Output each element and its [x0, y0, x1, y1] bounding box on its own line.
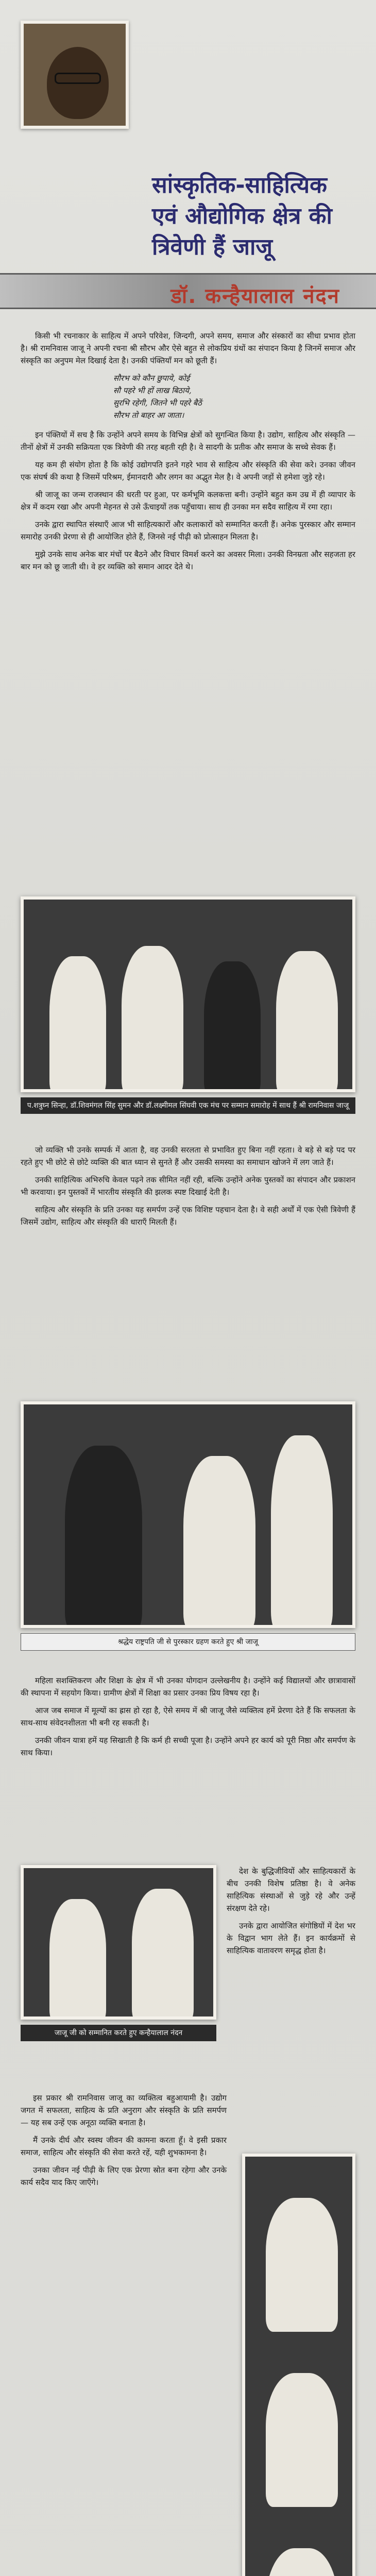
paragraph: आज जब समाज में मूल्यों का ह्रास हो रहा है, ऐसे समय में श्री जाजू जैसे व्यक्तित्व हमें प्रेरणा देते हैं कि सफलता के साथ-साथ संवेदनशीलता भी बनी रह सकती है। [21, 1706, 355, 1727]
final-text [21, 2092, 227, 2194]
portrait-glasses [55, 73, 101, 84]
photo-figure [122, 946, 183, 1092]
photo-figure [49, 1899, 106, 2020]
paragraph: साहित्य और संस्कृति के प्रति उनका यह समर्पण उन्हें एक विशिष्ट पहचान देता है। वे सही अर्थों में एक ऐसी त्रिवेणी हैं जिसमें उद्योग, साहित्य और संस्कृति की धाराएँ मिलती हैं। [21, 1205, 355, 1227]
photo-figure [271, 1435, 333, 1628]
paragraph: श्री जाजू का जन्म राजस्थान की धरती पर हुआ, पर कर्मभूमि कलकत्ता बनी। उन्होंने बहुत कम उम्र में ही व्यापार के क्षेत्र में कदम रखा और अपनी मेहनत से उसे ऊँचाइयों तक पहुँचाया। साथ ही उनका मन सदैव साहित्य में रमा रहा। [21, 490, 355, 512]
poem-line: सौ पहरे भी हों लाख बिठाये, [113, 386, 192, 395]
paragraph: उनके द्वारा आयोजित संगोष्ठियों में देश भर के विद्वान भाग लेते हैं। इन कार्यक्रमों से साहित्यिक वातावरण समृद्ध होता है। [227, 1921, 355, 1955]
paragraph: देश के बुद्धिजीवियों और साहित्यकारों के बीच उनकी विशेष प्रतिष्ठा है। वे अनेक साहित्यिक संस्थाओं से जुड़े रहे और उन्हें संरक्षण देते रहे। [227, 1867, 355, 1913]
paragraph: यह कम ही संयोग होता है कि कोई उद्योगपति इतने गहरे भाव से साहित्य और संस्कृति की सेवा करे। उनका जीवन एक संघर्ष की कथा है जिसमें परिश्रम, ईमानदारी और लगन का अद्भुत मेल है। वे अपनी जड़ों से हमेशा जुड़े रहे। [21, 460, 355, 482]
photo-caption-2: श्रद्धेय राष्ट्रपति जी से पुरस्कार ग्रहण करते हुए श्री जाजू [21, 1633, 355, 1651]
paragraph: जो व्यक्ति भी उनके सम्पर्क में आता है, वह उनकी सरलता से प्रभावित हुए बिना नहीं रहता। वे बड़े से बड़े पद पर रहते हुए भी छोटे से छोटे व्यक्ति की बात ध्यान से सुनते हैं और उसकी समस्या का समाधान खोजने में लग जाते हैं। [21, 1145, 355, 1167]
intro-text [21, 330, 355, 578]
photo-felicitation [21, 1865, 216, 2020]
photo-figure [204, 961, 261, 1092]
poem-line: सुरभि रहेगी, जितने भी पहरे बैठें [113, 398, 202, 408]
photo-ceremony-stage [21, 896, 355, 1092]
author-portrait [21, 21, 129, 129]
photo-figure [49, 956, 106, 1092]
photo-caption-3: जाजू जी को सम्मानित करते हुए कन्हैयालाल नंदन [21, 2025, 216, 2041]
title-line-2: एवं औद्योगिक क्षेत्र की [152, 203, 332, 229]
paragraph: किसी भी रचनाकार के साहित्य में अपने परिवेश, जिन्दगी, अपने समय, समाज और संस्कारों का सीधा प्रभाव होता है। श्री रामनिवास जाजू ने अपनी रचना श्री सौरभ और ऐसे बहुत से लोकप्रिय ग्रंथों का संपादन किया है जिनमें समाज और संस्कृति का अनुपम मेल दिखाई देता है। उनकी पंक्तियाँ मन को छूती हैं। [21, 331, 355, 365]
photo-figure [65, 1446, 142, 1628]
paragraph: मुझे उनके साथ अनेक बार मंचों पर बैठने और विचार विमर्श करने का अवसर मिला। उनकी विनम्रता और सहजता हर बार मन को छू जाती थी। वे हर व्यक्ति को समान आदर देते थे। [21, 550, 355, 571]
author-name: डॉ. कन्हैयालाल नंदन [170, 284, 340, 308]
middle-text [21, 1144, 355, 1233]
title-line-1: सांस्कृतिक-साहित्यिक [152, 172, 327, 198]
article-title [152, 170, 348, 263]
title-line-3: त्रिवेणी हैं जाजू [152, 234, 273, 260]
poem [113, 372, 355, 421]
lower-text [21, 1674, 355, 1764]
author-band [0, 273, 376, 309]
paragraph: इस प्रकार श्री रामनिवास जाजू का व्यक्तित्व बहुआयामी है। उद्योग जगत में सफलता, साहित्य के प्रति अनुराग और संस्कृति के प्रति समर्पण — यह सब उन्हें एक अनूठा व्यक्ति बनाता है। [21, 2093, 227, 2127]
photo-figure [183, 1456, 255, 1628]
paragraph: उनका जीवन नई पीढ़ी के लिए एक प्रेरणा स्रोत बना रहेगा और उनके कार्य सदैव याद किए जाएँगे। [21, 2165, 227, 2187]
paragraph: उनके द्वारा स्थापित संस्थाएँ आज भी साहित्यकारों और कलाकारों को सम्मानित करती हैं। अनेक पुरस्कार और सम्मान समारोह उनकी प्रेरणा से ही आयोजित होते हैं, जिनसे नई पीढ़ी को प्रोत्साहन मिलता है। [21, 520, 355, 541]
photo-figure [132, 1889, 194, 2020]
paragraph: इन पंक्तियों में सच है कि उन्होंने अपने समय के विभिन्न क्षेत्रों को सुगन्धित किया है। उद्योग, साहित्य और संस्कृति — तीनों क्षेत्रों में उनकी सक्रियता एक त्रिवेणी की तरह बहती रही है। वे सादगी के प्रतीक और समाज के सच्चे सेवक हैं। [21, 430, 355, 452]
paragraph: उनकी साहित्यिक अभिरुचि केवल पढ़ने तक सीमित नहीं रही, बल्कि उन्होंने अनेक पुस्तकों का संपादन और प्रकाशन भी करवाया। इन पुस्तकों में भारतीय संस्कृति की झलक स्पष्ट दिखाई देती है। [21, 1175, 355, 1197]
poem-line: सौरभ को कौन छुपाये, कोई [113, 374, 190, 383]
photo-figure [276, 951, 338, 1092]
photo-figure [266, 2373, 338, 2507]
photo-figure [266, 2548, 338, 2576]
poem-line: सौरभ तो बाहर आ जाता। [113, 411, 184, 420]
photo-speech [242, 2154, 355, 2576]
side-text [227, 1865, 355, 1962]
photo-figure [266, 2198, 338, 2332]
paragraph: उनकी जीवन यात्रा हमें यह सिखाती है कि कर्म ही सच्ची पूजा है। उन्होंने अपने हर कार्य को पूरी निष्ठा और समर्पण के साथ किया। [21, 1736, 355, 1757]
paragraph: मैं उनके दीर्घ और स्वस्थ जीवन की कामना करता हूँ। वे इसी प्रकार समाज, साहित्य और संस्कृति की सेवा करते रहें, यही शुभकामना है। [21, 2136, 227, 2157]
photo-caption-1: प.शत्रुघ्न सिन्हा, डॉ.शिवमंगल सिंह सुमन और डॉ.लक्ष्मीमल सिंघवी एक मंच पर सम्मान समारोह में साथ हैं श्री रामनिवास जाजू [21, 1097, 355, 1114]
photo-award [21, 1401, 355, 1628]
paragraph: महिला सशक्तिकरण और शिक्षा के क्षेत्र में भी उनका योगदान उल्लेखनीय है। उन्होंने कई विद्यालयों और छात्रावासों की स्थापना में सहयोग किया। ग्रामीण क्षेत्रों में शिक्षा का प्रसार उनका प्रिय विषय रहा है। [21, 1676, 355, 1698]
